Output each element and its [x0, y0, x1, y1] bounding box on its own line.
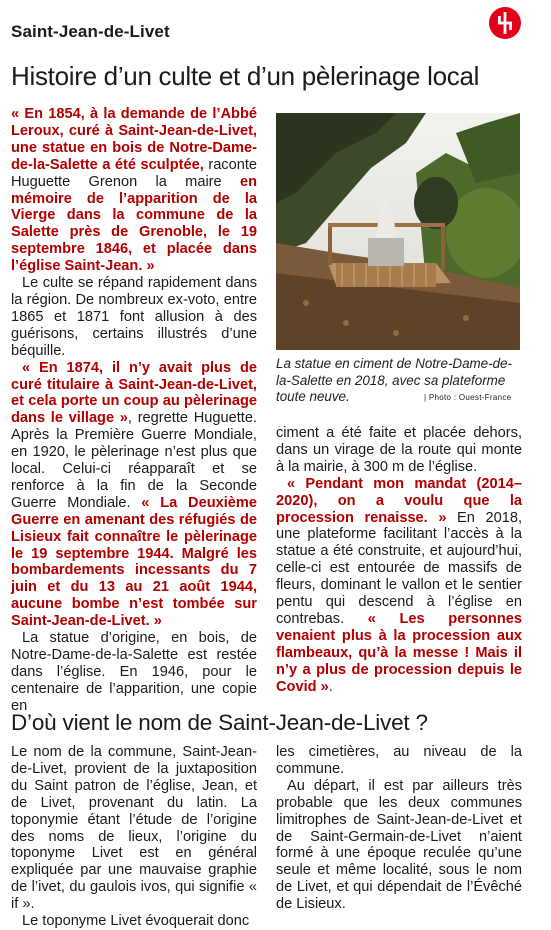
- paragraph-2: Le culte se répand rapidement dans la région. De nombreux ex-voto, entre 1865 et 1871 font allusion à des guérisons, certains illustrés d’une béquille.: [11, 275, 257, 359]
- section2-right-column: [276, 744, 522, 913]
- article-title: Histoire d’un culte et d’un pèlerinage local: [11, 61, 480, 91]
- paragraph-4: La statue d’origine, en bois, de Notre-Dame-de-la-Salette est restée dans l’église. En 1946, pour le centenaire de l’apparition, une copie en: [11, 630, 257, 714]
- section-heading: D’où vient le nom de Saint-Jean-de-Livet ?: [11, 710, 428, 735]
- paragraph-5: ciment a été faite et placée dehors, dans un virage de la route qui monte à la mairie, à 300 m de l’église.: [276, 425, 522, 475]
- article-location: Saint-Jean-de-Livet: [11, 22, 170, 41]
- paragraph-3: « En 1874, il n’y avait plus de curé titulaire à Saint-Jean-de-Livet, et cela porte un coup au pèlerinage dans le village », regrette Huguette. Après la Première Guerre Mondiale, en 1920, le pèlerinage n’est plus que local. Celui-ci réapparaît et se renforce à la fin de la Seconde Guerre Mondiale. « La Deuxième Guerre en amenant des réfugiés de Lisieux fait connaître le pèlerinage le 19 septembre 1944. Malgré les bombardements incessants du 7 juin et du 13 au 21 août 1944, aucune bombe n’est tombée sur Saint-Jean-de-Livet. »: [11, 359, 257, 630]
- newspaper-logo-icon: [489, 7, 521, 39]
- statue-photo: [276, 113, 520, 350]
- paragraph-1: « En 1854, à la demande de l’Abbé Leroux, curé à Saint-Jean-de-Livet, une statue en bois de Notre-Dame-de-la-Salette a été sculptée, raconte Huguette Grenon la maire en mémoire de l’apparition de la Vierge dans la commune de la Salette près de Grenoble, le 19 septembre 1846, et placée dans l’église Saint-Jean. »: [11, 106, 258, 275]
- paragraph-6: « Pendant mon mandat (2014–2020), on a voulu que la procession renaisse. » En 2018, une plateforme facilitant l’accès à la statue a été construite, et aujourd’hui, celle-ci est entourée de massifs de fleurs, dominant le vallon et le sentier pentu qui descend à l’église en contrebas. « Les personnes venaient plus à la procession aux flambeaux, qu’à la messe ! Mais il n’y a plus de procession depuis le Covid ».: [276, 475, 523, 695]
- article-right-column: [276, 425, 522, 696]
- section2-paragraph-4: Au départ, il est par ailleurs très probable que les deux communes limitrophes de Saint-Jean-de-Livet et de Saint-Germain-de-Livet n’aient formé à une époque reculée qu’une seule et même localité, sous le nom de Livet, et qui dépendait de l’Évêché de Lisieux.: [276, 777, 522, 913]
- section2-left-column: [11, 744, 257, 930]
- section2-paragraph-1: Le nom de la commune, Saint-Jean-de-Livet, provient de la juxtaposition du Saint patron de l’église, Jean, et de Livet, provenant du latin. La toponymie étant l’étude de l’origine des noms de lieux, l’origine du toponyme Livet est en général expliquée par une mauvaise graphie de l’ivet, du gaulois ivos, qui signifie « if ».: [11, 744, 257, 913]
- article-left-column: [11, 106, 257, 715]
- section2-paragraph-2: Le toponyme Livet évoquerait donc: [22, 913, 250, 930]
- section2-paragraph-3: les cimetières, au niveau de la commune.: [276, 744, 522, 777]
- photo-caption: La statue en ciment de Notre-Dame-de-la-Salette en 2018, avec sa plateforme toute neuve.: [276, 356, 512, 404]
- photo-credit: | Photo : Ouest-France: [424, 393, 512, 402]
